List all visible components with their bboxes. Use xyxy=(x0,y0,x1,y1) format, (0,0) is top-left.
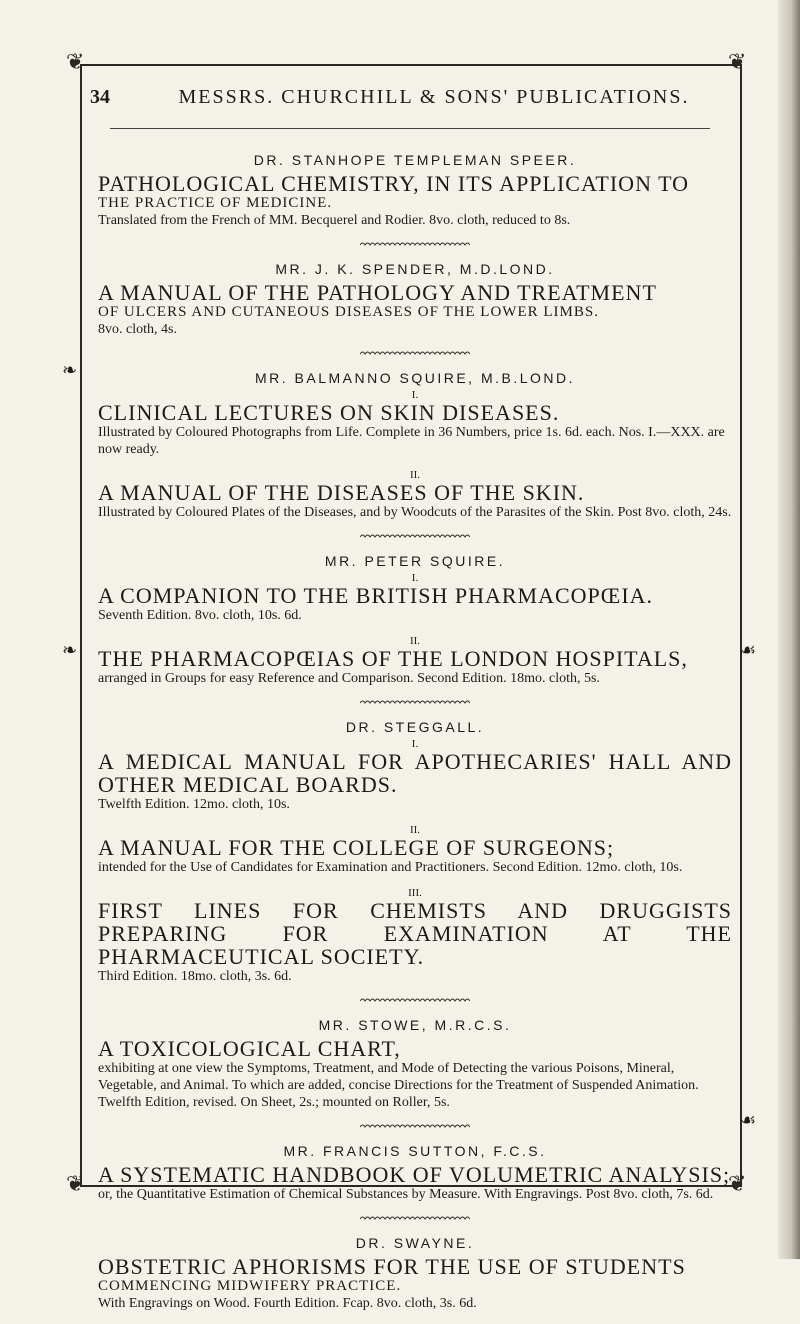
book-entry xyxy=(98,836,732,876)
frame-right-rule xyxy=(740,64,742,1187)
wavy-divider xyxy=(360,241,470,249)
book-title: A SYSTEMATIC HANDBOOK OF VOLUMETRIC ANALYSIS; xyxy=(98,1162,731,1187)
entry-numeral: I. xyxy=(411,738,419,750)
author-section xyxy=(98,152,732,249)
book-title: A MANUAL OF THE PATHOLOGY AND TREATMENT xyxy=(98,280,657,305)
entry-numeral: II. xyxy=(409,824,421,836)
book-description: intended for the Use of Candidates for Examination and Practitioners. Second Edition. 12mo. cloth, 10s. xyxy=(98,860,683,875)
author-name: MR. PETER SQUIRE. xyxy=(324,553,506,569)
author-section xyxy=(98,719,732,1005)
book-subtitle: COMMENCING MIDWIFERY PRACTICE. xyxy=(98,1278,402,1294)
side-fleuron-icon: ❧ xyxy=(62,640,78,661)
book-entry xyxy=(98,281,732,338)
entry-numeral: II. xyxy=(409,469,421,481)
author-name: MR. FRANCIS SUTTON, F.C.S. xyxy=(283,1143,547,1159)
entry-numeral: I. xyxy=(411,572,419,584)
entry-numeral: III. xyxy=(408,887,422,899)
book-title: A MEDICAL MANUAL FOR APOTHECARIES' HALL AND OTHER MEDICAL BOARDS. xyxy=(98,749,732,797)
book-description: Third Edition. 18mo. cloth, 3s. 6d. xyxy=(98,969,292,984)
book-subtitle: OF ULCERS AND CUTANEOUS DISEASES OF THE LOWER LIMBS. xyxy=(98,304,599,320)
author-name: MR. BALMANNO SQUIRE, M.B.LOND. xyxy=(254,370,576,386)
publication-list xyxy=(98,152,732,1324)
book-entry xyxy=(98,1255,732,1312)
corner-ornament-icon: ❦ xyxy=(66,50,85,75)
book-description: Illustrated by Coloured Photographs from Life. Complete in 36 Numbers, price 1s. 6d. each. Nos. I.—XXX. are now ready. xyxy=(98,425,725,457)
book-description: exhibiting at one view the Symptoms, Treatment, and Mode of Detecting the various Poisons, Mineral, Vegetable, and Animal. To which are added, concise Directions for the Treatment of Suspended Animation. Twelfth Edition, revised. On Sheet, 2s.; mounted on Roller, 5s. xyxy=(98,1061,699,1110)
author-name: MR. STOWE, M.R.C.S. xyxy=(318,1017,512,1033)
book-description: or, the Quantitative Estimation of Chemical Substances by Measure. With Engravings. Post 8vo. cloth, 7s. 6d. xyxy=(98,1187,714,1202)
wavy-divider xyxy=(360,997,470,1005)
author-section xyxy=(98,553,732,707)
book-title: A MANUAL FOR THE COLLEGE OF SURGEONS; xyxy=(98,835,615,860)
book-description: Translated from the French of MM. Becquerel and Rodier. 8vo. cloth, reduced to 8s. xyxy=(98,213,571,228)
author-section xyxy=(98,370,732,541)
book-entry xyxy=(98,899,732,985)
book-entry xyxy=(98,647,732,687)
author-name: DR. SWAYNE. xyxy=(355,1235,475,1251)
author-section xyxy=(98,1235,732,1312)
book-description: With Engravings on Wood. Fourth Edition. Fcap. 8vo. cloth, 3s. 6d. xyxy=(98,1296,477,1311)
book-description: Illustrated by Coloured Plates of the Diseases, and by Woodcuts of the Parasites of the Skin. Post 8vo. cloth, 24s. xyxy=(98,505,732,520)
book-entry xyxy=(98,172,732,229)
page-header xyxy=(90,86,730,116)
corner-ornament-icon: ❦ xyxy=(728,50,747,75)
entry-numeral: I. xyxy=(411,389,419,401)
side-fleuron-icon: ❧ xyxy=(62,360,78,381)
book-description: Seventh Edition. 8vo. cloth, 10s. 6d. xyxy=(98,608,302,623)
book-description: 8vo. cloth, 4s. xyxy=(98,322,177,337)
book-subtitle: THE PRACTICE OF MEDICINE. xyxy=(98,195,333,211)
page-number: 34 xyxy=(90,86,110,108)
wavy-divider xyxy=(360,699,470,707)
running-title: MESSRS. CHURCHILL & SONS' PUBLICATIONS. xyxy=(178,86,690,108)
book-title: FIRST LINES FOR CHEMISTS AND DRUGGISTS PREPARING FOR EXAMINATION AT THE PHARMACEUTICAL SOCIETY. xyxy=(98,898,732,969)
wavy-divider xyxy=(360,533,470,541)
page-edge-shadow xyxy=(778,0,800,1259)
wavy-divider xyxy=(360,350,470,358)
side-fleuron-icon: ☙ xyxy=(740,640,757,661)
author-section xyxy=(98,261,732,358)
corner-ornament-icon: ❦ xyxy=(728,1172,747,1197)
frame-left-rule xyxy=(80,64,82,1187)
side-fleuron-icon: ☙ xyxy=(740,1110,757,1131)
author-section xyxy=(98,1017,732,1131)
book-title: OBSTETRIC APHORISMS FOR THE USE OF STUDENTS xyxy=(98,1254,686,1279)
book-entry xyxy=(98,1163,732,1203)
book-description: Twelfth Edition. 12mo. cloth, 10s. xyxy=(98,797,290,812)
wavy-divider xyxy=(360,1215,470,1223)
book-description: arranged in Groups for easy Reference and Comparison. Second Edition. 18mo. cloth, 5s. xyxy=(98,671,600,686)
book-title: A COMPANION TO THE BRITISH PHARMACOPŒIA. xyxy=(98,583,654,608)
book-entry xyxy=(98,584,732,624)
book-entry xyxy=(98,1037,732,1111)
frame-top-rule xyxy=(80,64,742,66)
header-rule xyxy=(110,128,710,129)
wavy-divider xyxy=(360,1123,470,1131)
author-name: MR. J. K. SPENDER, M.D.LOND. xyxy=(275,261,555,277)
book-entry xyxy=(98,481,732,521)
book-title: A TOXICOLOGICAL CHART, xyxy=(98,1036,401,1061)
author-name: DR. STANHOPE TEMPLEMAN SPEER. xyxy=(253,152,577,168)
book-entry xyxy=(98,750,732,813)
book-title: CLINICAL LECTURES ON SKIN DISEASES. xyxy=(98,400,560,425)
book-title: THE PHARMACOPŒIAS OF THE LONDON HOSPITALS, xyxy=(98,646,688,671)
author-name: DR. STEGGALL. xyxy=(345,719,485,735)
entry-numeral: II. xyxy=(409,635,421,647)
book-title: PATHOLOGICAL CHEMISTRY, IN ITS APPLICATION TO xyxy=(98,171,689,196)
corner-ornament-icon: ❦ xyxy=(66,1172,85,1197)
book-title: A MANUAL OF THE DISEASES OF THE SKIN. xyxy=(98,480,585,505)
book-entry xyxy=(98,401,732,458)
author-section xyxy=(98,1143,732,1223)
